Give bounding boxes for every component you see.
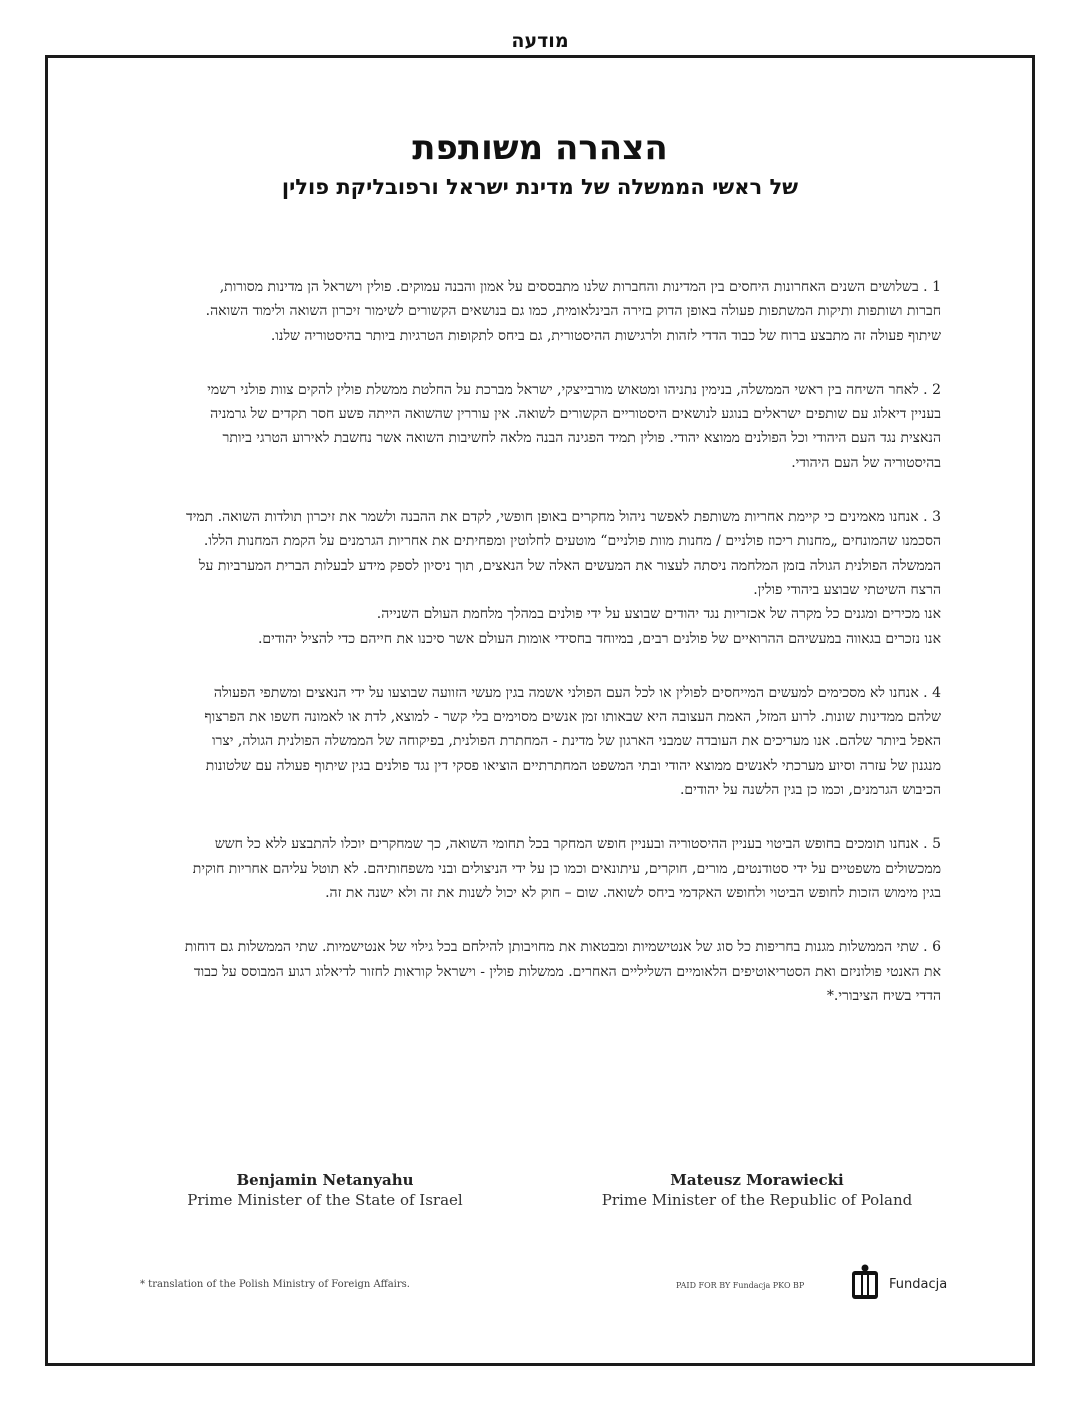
paragraph-number: 1 bbox=[932, 279, 941, 295]
paragraph-text: אנחנו לא מסכימים למעשים המייחסים לפולין או לכל העם הפולני אשמה בגין מעשי הזוועה שבוצעו על ידי הנאצים ומשתפי הפעולה שלהם ממדינות שונות. לרוע המזל, האמת העצובה היא שבאותו זמן אנשים מסוימים בלי קשר - למוצא, לדת או לאמונה חשפו את הפרצוף האפל ביותר שלהם. אנו מעריכים את העובדה שמבני הארגון של מדינת - המחתרת הפולנית, בפיקוחה של הממשלה הפולנית הגולה, יצרו מנגנון של עזרה וסיוע מערכתי לאנשים ממוצא יהודי ובתי המשפט המחתרתיים הוציאו פסקי דין נגד פולנים בגין שיתוף פעולה עם שלטונות הכיבוש הגרמנים, וכמו כן בגין הלשנה על יהודים. bbox=[204, 684, 941, 799]
paragraph-3-line: הממשלה הפולנית הגולה בזמן המלחמה ניסתה לעצור את המעשים האלה של הנאצים, תוך ניסיון לספק מידע לבעלות הברית המערביות על הרצח השיטתי שבוצע ביהודי פולין. bbox=[198, 557, 941, 598]
signature-netanyahu bbox=[165, 1170, 485, 1210]
paragraph-text: לאחר השיחה בין ראשי הממשלה, בנימין נתניהו ומטאוש מורבייצקי, ישראל מברכת על החלטת ממשלת פולין להקים צוות פולני רשמי בעניין דיאלוג עם שותפים ישראלים בנוגע לנושאים היסטוריים הקשורים לשואה. אין עוררין שהשואה הייתה פשע חסר תקדים של גרמניה הנאצית נגד העם היהודי וכל הפולנים ממוצא יהודי. פולין תמיד הפגינה הבנה מלאה לחשיבות השואה אשר נחשבת לאירוע הטרגי ביותר בהיסטוריה של העם היהודי. bbox=[207, 381, 941, 471]
signatory-title: Prime Minister of the State of Israel bbox=[187, 1191, 463, 1209]
signatory-title: Prime Minister of the Republic of Poland bbox=[601, 1191, 913, 1209]
paragraph-text: אנחנו תומכים בחופש הביטוי בעניין ההיסטוריה ובעניין חופש המחקר בכל תחומי השואה, כך שמחקרים יוכלו להתבצע ללא כל חשש ממכשולים משפטיים על ידי סטודנטים, מורים, חוקרים, עיתונאים וכמו כן על ידי הניצולים ובני משפחותיהם. לא תוטל עליהם אחריות חוקית בגין מימוש הזכות לחופש הביטוי ולחופש האקדמי ביחס לשואה. שום – חוק לא יכול לשנות את זה ולא ישנה את זה. bbox=[192, 836, 941, 901]
paragraph-text: אנחנו מאמינים כי קיימת אחריות משותפת לאפשר ניהול מחקרים באופן חופשי, לקדם את ההבנה ולשמר את זיכרון תולדות השואה. תמיד הסכמנו שהמונחים „מחנות ריכוז פולניים / מחנות מוות פולניים“ מוטעים לחלוטין ומפחיתים את אחריות הגרמנים על הקמת המחנות הללו. bbox=[185, 509, 941, 550]
page-subtitle: של ראשי הממשלה של מדינת ישראל ורפובליקת פולין bbox=[281, 175, 799, 199]
translation-footnote: * translation of the Polish Ministry of Foreign Affairs. bbox=[140, 1279, 410, 1290]
paragraph-number: 6 bbox=[932, 939, 941, 956]
paid-for-by: PAID FOR BY Fundacja PKO BP bbox=[676, 1281, 805, 1290]
paragraph-number: 5 bbox=[932, 836, 941, 853]
page-title: הצהרה משותפת bbox=[412, 128, 668, 168]
logo-text: Fundacja bbox=[889, 1277, 948, 1292]
paragraph-number: 3 bbox=[932, 509, 941, 526]
paragraph-2: 2 . לאחר השיחה בין ראשי הממשלה, בנימין נתניהו ומטאוש מורבייצקי, ישראל מברכת על החלטת ממשלת פולין להקים צוות פולני רשמי בעניין דיאלוג עם שותפים ישראלים בנוגע לנושאים היסטוריים הקשורים לשואה. אין עוררין שהשואה הייתה פשע חסר תקדים של גרמניה הנאצית נגד העם היהודי וכל הפולנים ממוצא יהודי. פולין תמיד הפגינה הבנה מלאה לחשיבות השואה אשר נחשבת לאירוע הטרגי ביותר בהיסטוריה של העם היהודי. bbox=[207, 381, 941, 471]
paragraph-text: שתי הממשלות מגנות בחריפות כל סוג של אנטישמיות ומבטאות את מחויבותן להילחם בכל גילוי של אנטישמיות. שתי הממשלות גם דוחות את האנטי פולוניזם ואת הסטריאוטיפים הלאומיים השליליים האחרים. ממשלות פולין - וישראל קוראות לחזור לדיאלוג רגוע המבוסס על כבוד הדדי בשיח הציבורי.* bbox=[184, 939, 941, 1004]
paragraph-number: 4 bbox=[932, 684, 941, 701]
advertisement-label: מודעה bbox=[511, 30, 569, 52]
paragraph-4: 4 . אנחנו לא מסכימים למעשים המייחסים לפולין או לכל העם הפולני אשמה בגין מעשי הזוועה שבוצעו על ידי הנאצים ומשתפי הפעולה שלהם ממדינות שונות. לרוע המזל, האמת העצובה היא שבאותו זמן אנשים מסוימים בלי קשר - למוצא, לדת או לאמונה חשפו את הפרצוף האפל ביותר שלהם. אנו מעריכים את העובדה שמבני הארגון של מדינת - המחתרת הפולנית, בפיקוחה של הממשלה הפולנית הגולה, יצרו מנגנון של עזרה וסיוע מערכתי לאנשים ממוצא יהודי ובתי המשפט המחתרתיים הוציאו פסקי דין נגד פולנים בגין שיתוף פעולה עם שלטונות הכיבוש הגרמנים, וכמו כן בגין הלשנה על יהודים. bbox=[204, 684, 941, 799]
paragraph-3-line: אנו נזכרים בגאווה במעשיהם ההרואיים של פולנים רבים, במיוחד בחסידי אומות העולם אשר סיכנו את חייהם כדי להציל יהודים. bbox=[257, 630, 941, 647]
paragraph-3: 3 . אנחנו מאמינים כי קיימת אחריות משותפת לאפשר ניהול מחקרים באופן חופשי, לקדם את ההבנה ולשמר את זיכרון תולדות השואה. תמיד הסכמנו שהמונחים „מחנות ריכוז פולניים / מחנות מוות פולניים“ מוטעים לחלוטין ומפחיתים את אחריות הגרמנים על הקמת המחנות הללו. bbox=[185, 509, 941, 550]
paragraph-text: בשלושים השנים האחרונות היחסים בין המדינות והחברות שלנו מתבססים על אמון והבנה עמוקים. פולין וישראל הן מדינות מסורות, חברות ושותפות ותיקות המשתפות פעולה באופן הדוק בזירה הבינלאומית, כמו גם בנושאים הקשורים לשימור זיכרון השואה ולימוד השואה. שיתוף פעולה זה מתבצע ברוח של כבוד הדדי לזהות ולרגישות ההיסטורית, גם ביחס לתקופות הטרגיות ביותר בהיסטוריה שלנו. bbox=[205, 279, 941, 344]
signature-morawiecki bbox=[597, 1170, 917, 1210]
paragraph-3-line: אנו מכירים ומגנים כל מקרה של אכזריות נגד יהודים שבוצע על ידי פולנים במהלך מלחמת העולם השנייה. bbox=[376, 606, 941, 623]
paragraph-number: 2 bbox=[932, 381, 941, 398]
paragraph-6: 6 . שתי הממשלות מגנות בחריפות כל סוג של אנטישמיות ומבטאות את מחויבותן להילחם בכל גילוי של אנטישמיות. שתי הממשלות גם דוחות את האנטי פולוניזם ואת הסטריאוטיפים הלאומיים השליליים האחרים. ממשלות פולין - וישראל קוראות לחזור לדיאלוג רגוע המבוסס על כבוד הדדי בשיח הציבורי.* bbox=[184, 939, 941, 1004]
statement-body bbox=[183, 275, 941, 1008]
paragraph-1: 1 . בשלושים השנים האחרונות היחסים בין המדינות והחברות שלנו מתבססים על אמון והבנה עמוקים. פולין וישראל הן מדינות מסורות, חברות ושותפות ותיקות המשתפות פעולה באופן הדוק בזירה הבינלאומית, כמו גם בנושאים הקשורים לשימור זיכרון השואה ולימוד השואה. שיתוף פעולה זה מתבצע ברוח של כבוד הדדי לזהות ולרגישות ההיסטורית, גם ביחס לתקופות הטרגיות ביותר בהיסטוריה שלנו. bbox=[205, 279, 941, 344]
signatory-name: Benjamin Netanyahu bbox=[236, 1171, 414, 1189]
paragraph-5: 5 . אנחנו תומכים בחופש הביטוי בעניין ההיסטוריה ובעניין חופש המחקר בכל תחומי השואה, כך שמחקרים יוכלו להתבצע ללא כל חשש ממכשולים משפטיים על ידי סטודנטים, מורים, חוקרים, עיתונאים וכמו כן על ידי הניצולים ובני משפחותיהם. לא תוטל עליהם אחריות חוקית בגין מימוש הזכות לחופש הביטוי ולחופש האקדמי ביחס לשואה. שום – חוק לא יכול לשנות את זה ולא ישנה את זה. bbox=[192, 836, 941, 901]
signatory-name: Mateusz Morawiecki bbox=[670, 1171, 844, 1189]
